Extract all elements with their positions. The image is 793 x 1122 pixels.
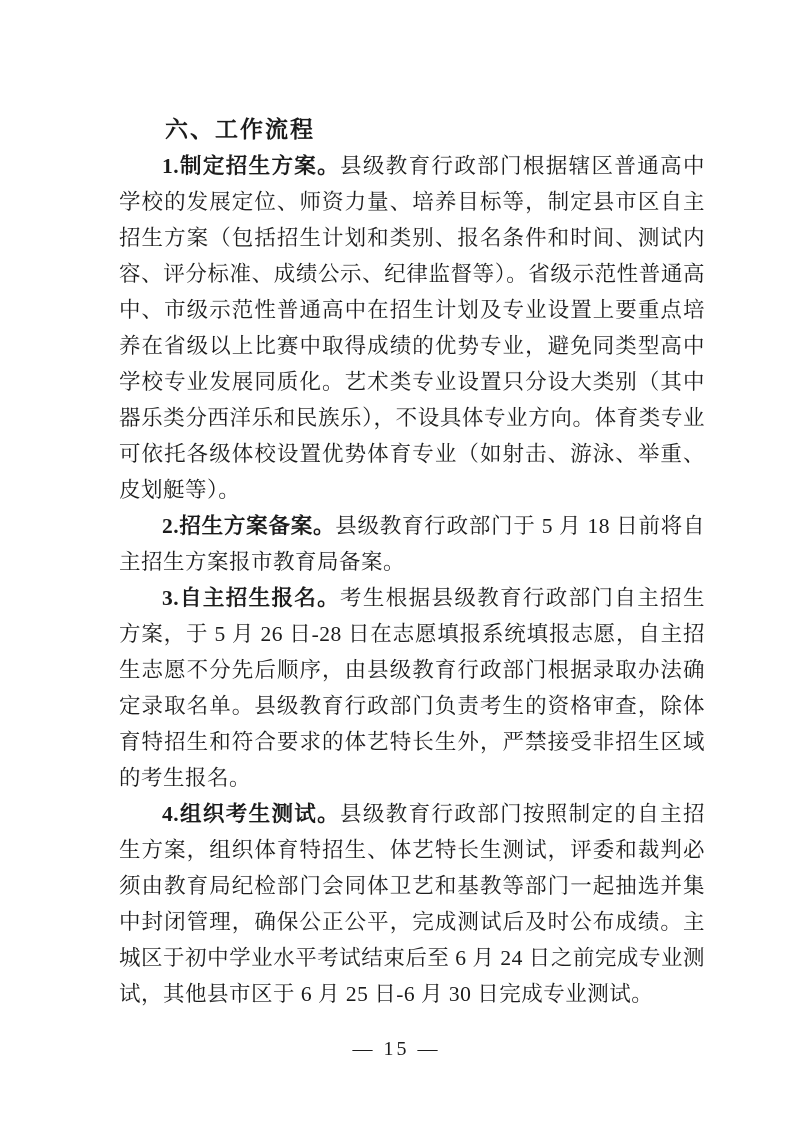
paragraph-2-body: 县级教育行政部门于 5 月 18 日前将自主招生方案报市教育局备案。 xyxy=(119,514,705,574)
paragraph-3-body: 考生根据县级教育行政部门自主招生方案，于 5 月 26 日-28 日在志愿填报系统填报志愿，自主招生志愿不分先后顺序，由县级教育行政部门根据录取办法确定录取名单。县级教育行政部门负责考生的资格审查，除体育特招生和符合要求的体艺特长生外，严禁接受非招生区域的考生报名。 xyxy=(119,586,705,790)
paragraph-4-lead: 4.组织考生测试。 xyxy=(162,802,341,826)
section-heading: 六、工作流程 xyxy=(165,117,315,142)
paragraph-1-body: 县级教育行政部门根据辖区普通高中学校的发展定位、师资力量、培养目标等，制定县市区自主招生方案（包括招生计划和类别、报名条件和时间、测试内容、评分标准、成绩公示、纪律监督等）。省级示范性普通高中、市级示范性普通高中在招生计划及专业设置上要重点培养在省级以上比赛中取得成绩的优势专业，避免同类型高中学校专业发展同质化。艺术类专业设置只分设大类别（其中器乐类分西洋乐和民族乐），不设具体专业方向。体育类专业可依托各级体校设置优势体育专业（如射击、游泳、举重、皮划艇等）。 xyxy=(119,154,705,502)
page-number: — 15 — xyxy=(352,1038,441,1060)
paragraph-2 xyxy=(119,508,705,580)
document-content xyxy=(119,112,705,1012)
paragraph-4 xyxy=(119,796,705,1012)
paragraph-1-lead: 1.制定招生方案。 xyxy=(162,154,341,178)
paragraph-1 xyxy=(119,148,705,508)
paragraph-3 xyxy=(119,580,705,796)
paragraph-2-lead: 2.招生方案备案。 xyxy=(162,514,336,538)
paragraph-3-lead: 3.自主招生报名。 xyxy=(162,586,341,610)
paragraph-4-body: 县级教育行政部门按照制定的自主招生方案，组织体育特招生、体艺特长生测试，评委和裁判必须由教育局纪检部门会同体卫艺和基教等部门一起抽选并集中封闭管理，确保公正公平，完成测试后及时公布成绩。主城区于初中学业水平考试结束后至 6 月 24 日之前完成专业测试，其他县市区于 6 月 25 日-6 月 30 日完成专业测试。 xyxy=(119,802,705,1006)
